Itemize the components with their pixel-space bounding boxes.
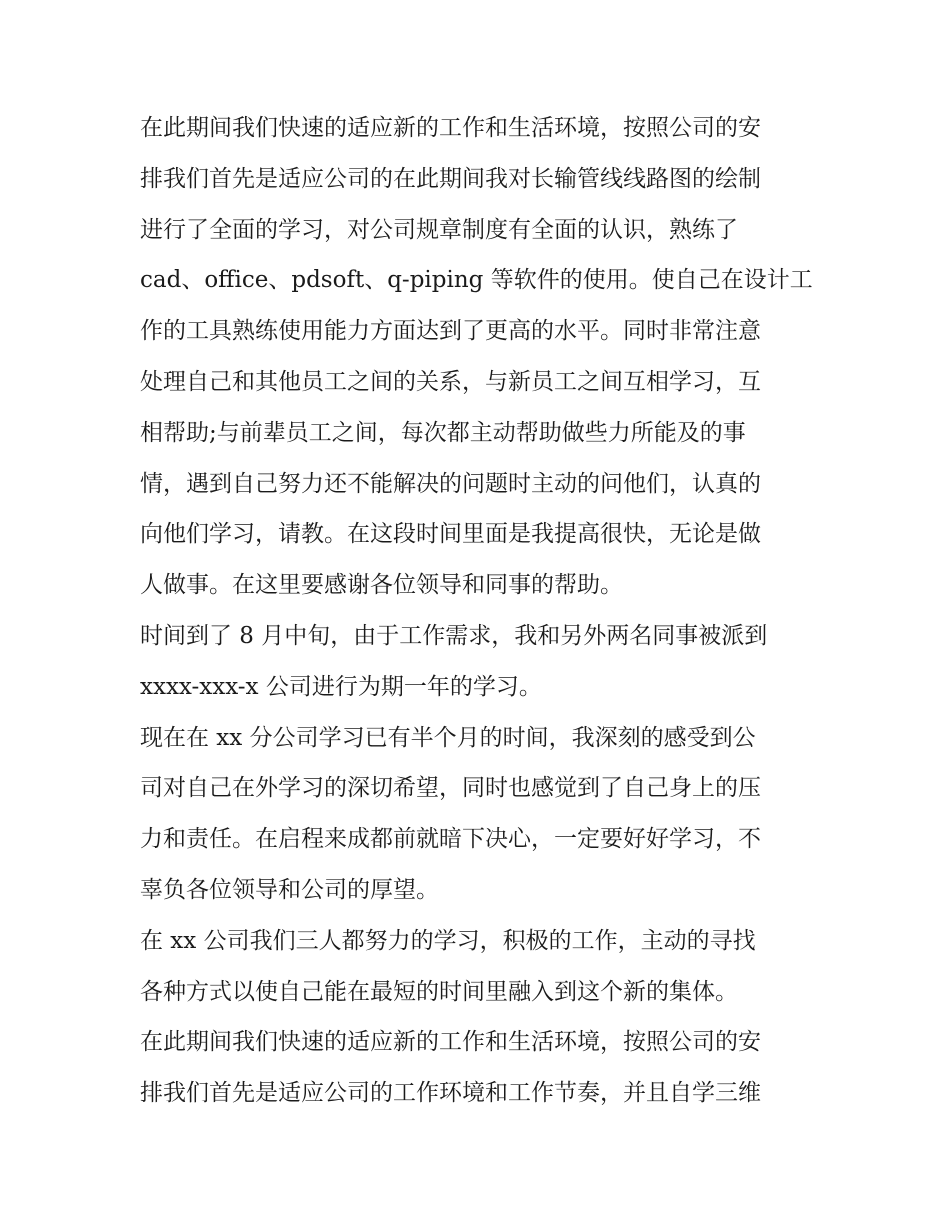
- text-line: 情，遇到自己努力还不能解决的问题时主动的问他们，认真的: [140, 470, 761, 497]
- text-line: 现在在 xx 分公司学习已有半个月的时间，我深刻的感受到公: [140, 724, 756, 751]
- text-line: 进行了全面的学习，对公司规章制度有全面的认识，熟练了: [140, 216, 738, 243]
- text-line: 司对自己在外学习的深切希望，同时也感觉到了自己身上的压: [140, 775, 761, 802]
- document-body: [140, 103, 815, 1119]
- text-line: 在 xx 公司我们三人都努力的学习，积极的工作，主动的寻找: [140, 927, 756, 954]
- text-line: 作的工具熟练使用能力方面达到了更高的水平。同时非常注意: [140, 318, 761, 345]
- text-line: 排我们首先是适应公司的在此期间我对长输管线线路图的绘制: [140, 165, 761, 192]
- text-line: 辜负各位领导和公司的厚望。: [140, 876, 439, 903]
- text-line: 人做事。在这里要感谢各位领导和同事的帮助。: [140, 572, 623, 599]
- text-line: cad、office、pdsoft、q-piping 等软件的使用。使自己在设计工: [140, 267, 813, 294]
- text-line: xxxx-xxx-x 公司进行为期一年的学习。: [140, 673, 542, 700]
- text-line: 在此期间我们快速的适应新的工作和生活环境，按照公司的安: [140, 1029, 761, 1056]
- text-line: 各种方式以使自己能在最短的时间里融入到这个新的集体。: [140, 978, 738, 1005]
- text-line: 时间到了 8 月中旬，由于工作需求，我和另外两名同事被派到: [140, 622, 768, 649]
- text-line: 处理自己和其他员工之间的关系，与新员工之间互相学习，互: [140, 368, 761, 395]
- text-line: 向他们学习，请教。在这段时间里面是我提高很快，无论是做: [140, 521, 761, 548]
- text-line: 力和责任。在启程来成都前就暗下决心，一定要好好学习，不: [140, 826, 761, 853]
- text-line: 相帮助;与前辈员工之间，每次都主动帮助做些力所能及的事: [140, 419, 746, 446]
- text-line: 在此期间我们快速的适应新的工作和生活环境，按照公司的安: [140, 115, 761, 141]
- text-line: 排我们首先是适应公司的工作环境和工作节奏，并且自学三维: [140, 1080, 761, 1107]
